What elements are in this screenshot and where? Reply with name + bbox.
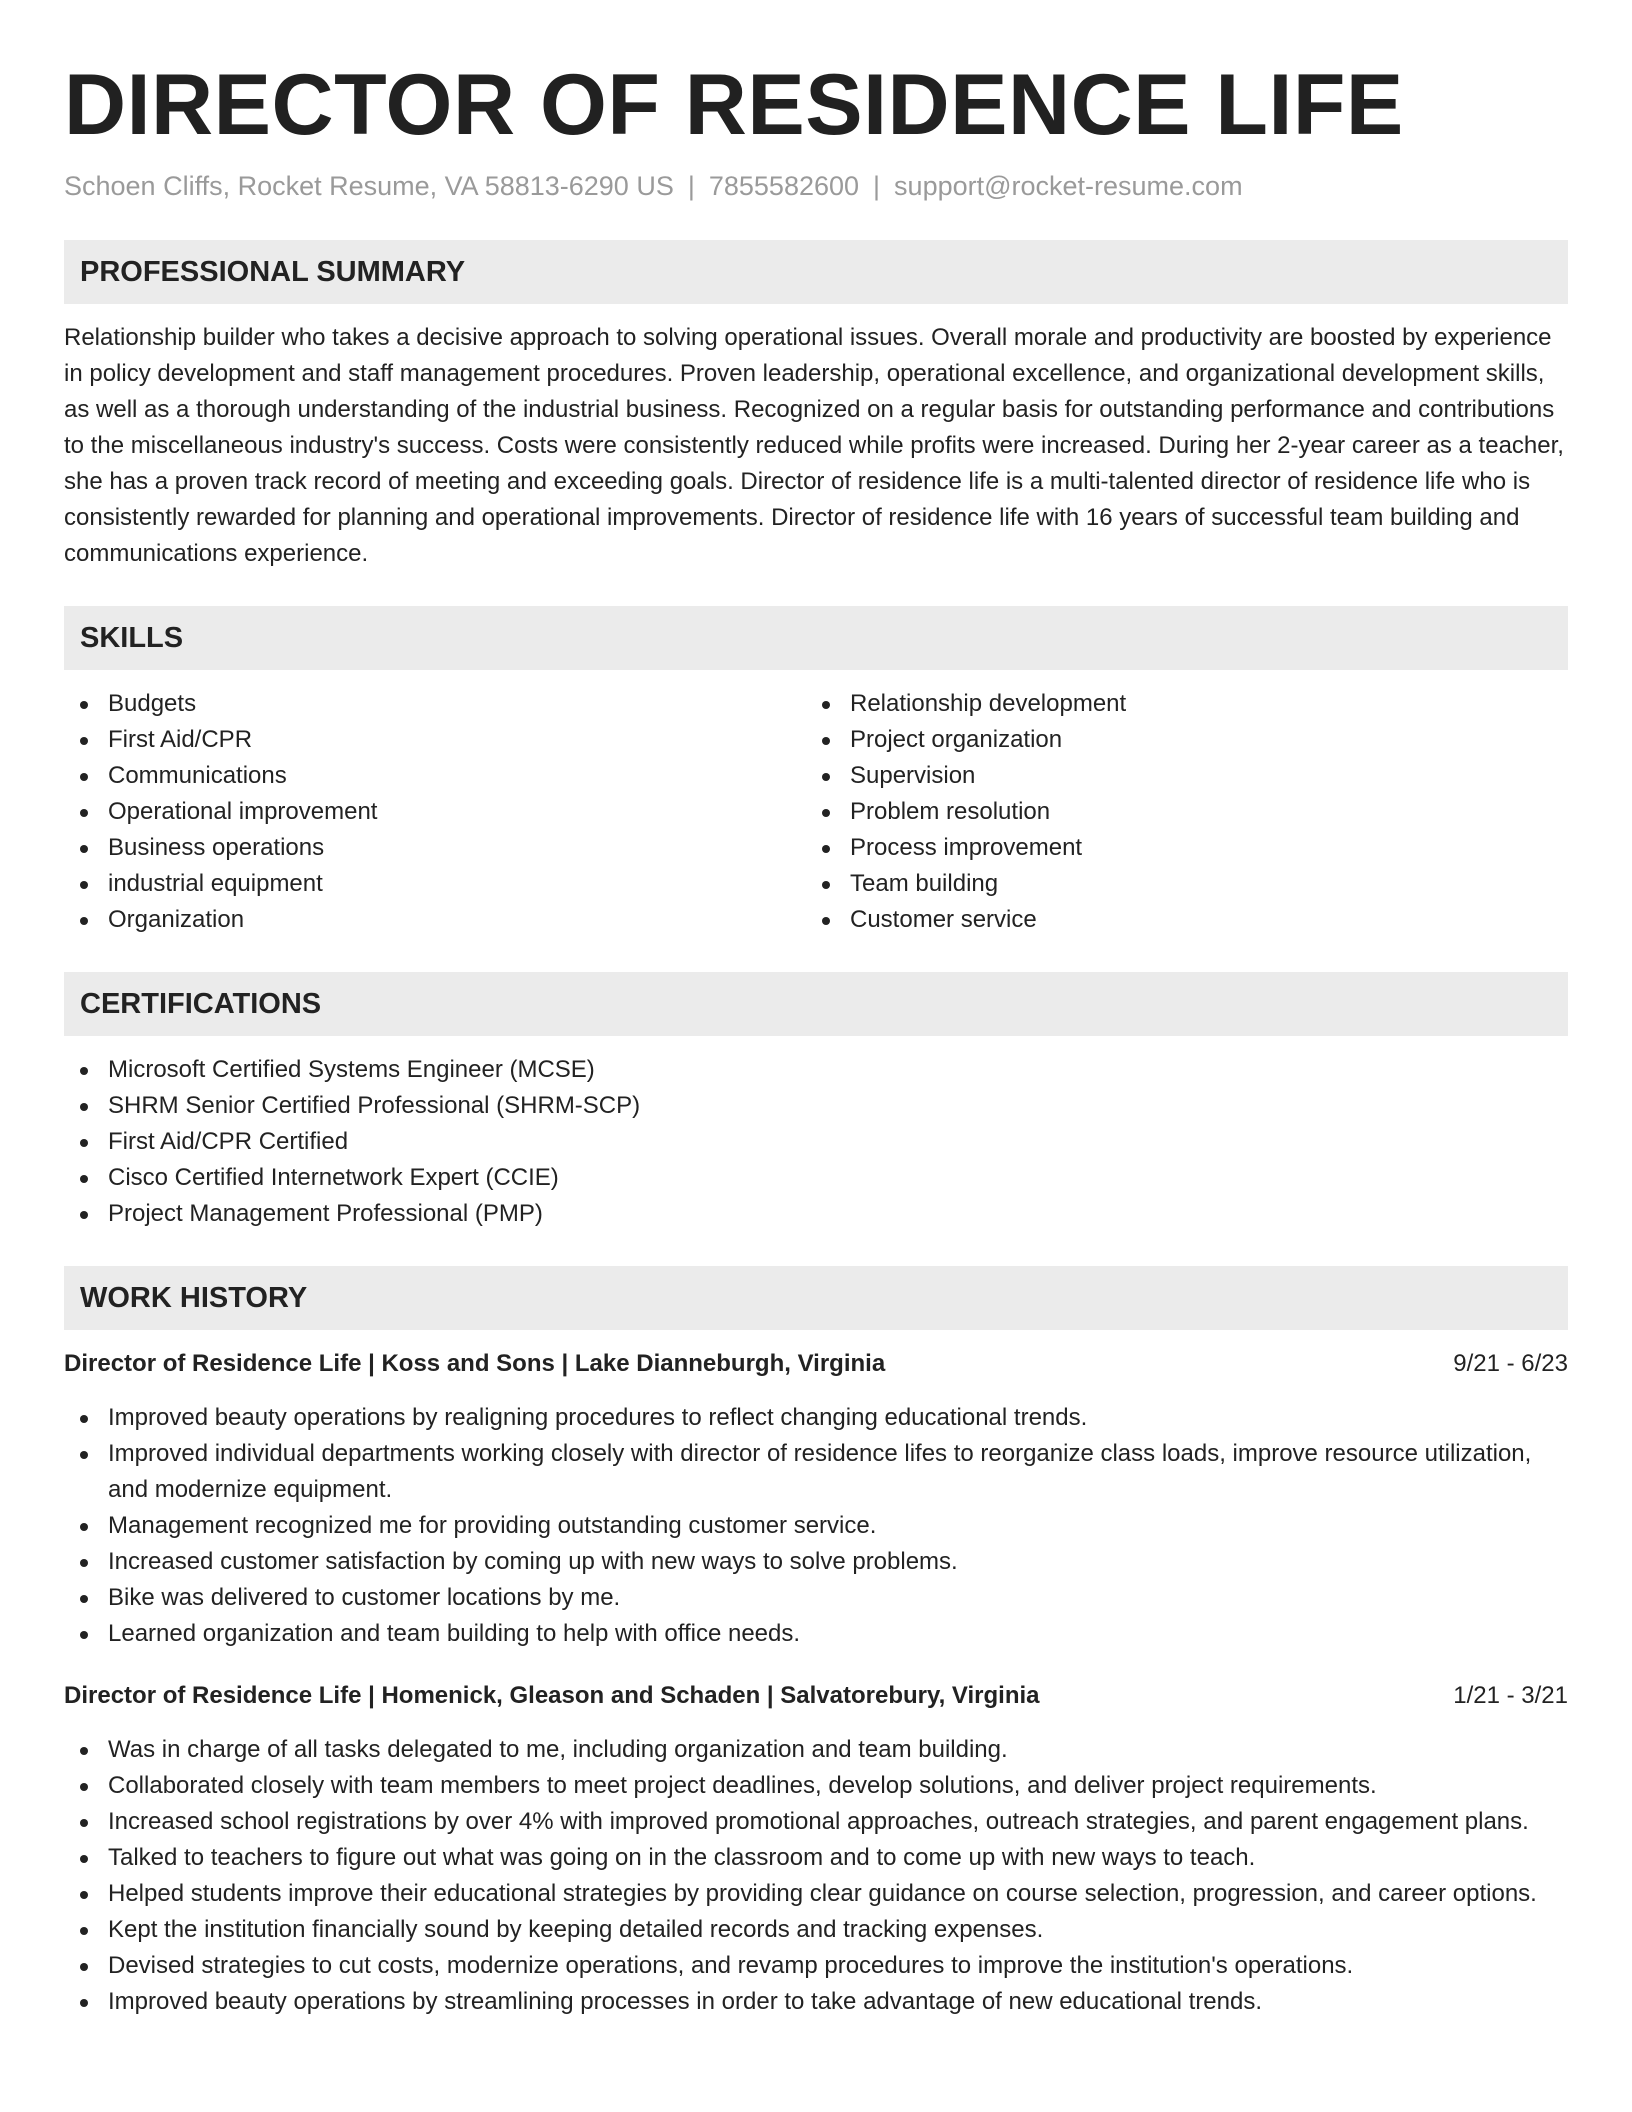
contact-email: support@rocket-resume.com <box>894 171 1243 201</box>
certification-item: SHRM Senior Certified Professional (SHRM-SCP) <box>64 1088 1568 1124</box>
job-bullet: Improved individual departments working closely with director of residence lifes to reorganize class loads, improve resource utilization, and modernize equipment. <box>64 1436 1568 1508</box>
section-header-work-history: WORK HISTORY <box>64 1266 1568 1330</box>
resume-name: DIRECTOR OF RESIDENCE LIFE <box>64 57 1404 153</box>
skill-item: Customer service <box>806 902 1548 938</box>
skill-item: Business operations <box>64 830 806 866</box>
job-title: Director of Residence Life | Koss and Sons | Lake Dianneburgh, Virginia <box>64 1350 886 1377</box>
summary-text: Relationship builder who takes a decisive approach to solving operational issues. Overall morale and productivity are boosted by experience in policy development and staff management procedures. Proven leadership, operational excellence, and organizational development skills, as well as a thorough understanding of the industrial business. Recognized on a regular basis for outstanding performance and contributions to the miscellaneous industry's success. Costs were consistently reduced while profits were increased. During her 2-year career as a teacher, she has a proven track record of meeting and exceeding goals. Director of residence life is a multi-talented director of residence life who is consistently rewarded for planning and operational improvements. Director of residence life with 16 years of successful team building and communications experience. <box>64 324 1564 567</box>
job-bullets <box>64 1400 1568 1652</box>
skill-item: Organization <box>64 902 806 938</box>
section-header-summary: PROFESSIONAL SUMMARY <box>64 240 1568 304</box>
certification-item: Project Management Professional (PMP) <box>64 1196 1568 1232</box>
job-bullet: Increased school registrations by over 4% with improved promotional approaches, outreach strategies, and parent engagement plans. <box>64 1804 1568 1840</box>
certification-item: First Aid/CPR Certified <box>64 1124 1568 1160</box>
certification-item: Microsoft Certified Systems Engineer (MCSE) <box>64 1052 1568 1088</box>
certifications-list <box>64 1052 1568 1232</box>
skill-item: industrial equipment <box>64 866 806 902</box>
job-entry <box>64 1346 1568 1652</box>
skill-item: Operational improvement <box>64 794 806 830</box>
skill-item: First Aid/CPR <box>64 722 806 758</box>
job-bullet: Improved beauty operations by realigning procedures to reflect changing educational trends. <box>64 1400 1568 1436</box>
contact-phone: 7855582600 <box>708 171 860 201</box>
skill-item: Supervision <box>806 758 1548 794</box>
job-bullet: Talked to teachers to figure out what was going on in the classroom and to come up with new ways to teach. <box>64 1840 1568 1876</box>
skills-list <box>64 686 1568 938</box>
job-bullet: Kept the institution financially sound by keeping detailed records and tracking expenses. <box>64 1912 1568 1948</box>
job-bullets <box>64 1732 1568 2020</box>
skill-item: Communications <box>64 758 806 794</box>
skills-column-left <box>64 686 806 938</box>
job-title: Director of Residence Life | Homenick, Gleason and Schaden | Salvatorebury, Virginia <box>64 1682 1040 1709</box>
section-header-certifications: CERTIFICATIONS <box>64 972 1568 1036</box>
skills-column-right <box>806 686 1548 938</box>
skill-item: Project organization <box>806 722 1548 758</box>
job-bullet: Helped students improve their educational strategies by providing clear guidance on course selection, progression, and career options. <box>64 1876 1568 1912</box>
skill-item: Process improvement <box>806 830 1548 866</box>
job-dates: 1/21 - 3/21 <box>1453 1682 1568 1709</box>
job-heading-row <box>64 1346 1568 1382</box>
job-dates: 9/21 - 6/23 <box>1453 1350 1568 1377</box>
skill-item: Budgets <box>64 686 806 722</box>
section-header-skills: SKILLS <box>64 606 1568 670</box>
job-bullet: Bike was delivered to customer locations by me. <box>64 1580 1568 1616</box>
contact-separator: | <box>873 171 881 201</box>
certification-item: Cisco Certified Internetwork Expert (CCIE) <box>64 1160 1568 1196</box>
job-bullet: Improved beauty operations by streamlining processes in order to take advantage of new educational trends. <box>64 1984 1568 2020</box>
job-bullet: Was in charge of all tasks delegated to me, including organization and team building. <box>64 1732 1568 1768</box>
skill-item: Relationship development <box>806 686 1548 722</box>
job-bullet: Learned organization and team building to help with office needs. <box>64 1616 1568 1652</box>
job-heading-row <box>64 1678 1568 1714</box>
contact-line <box>64 168 1568 204</box>
contact-separator: | <box>687 171 695 201</box>
skill-item: Problem resolution <box>806 794 1548 830</box>
job-bullet: Collaborated closely with team members to meet project deadlines, develop solutions, and deliver project requirements. <box>64 1768 1568 1804</box>
contact-address: Schoen Cliffs, Rocket Resume, VA 58813-6290 US <box>64 171 674 201</box>
job-bullet: Devised strategies to cut costs, modernize operations, and revamp procedures to improve the institution's operations. <box>64 1948 1568 1984</box>
job-entry <box>64 1678 1568 2020</box>
skill-item: Team building <box>806 866 1548 902</box>
job-bullet: Management recognized me for providing outstanding customer service. <box>64 1508 1568 1544</box>
job-bullet: Increased customer satisfaction by coming up with new ways to solve problems. <box>64 1544 1568 1580</box>
